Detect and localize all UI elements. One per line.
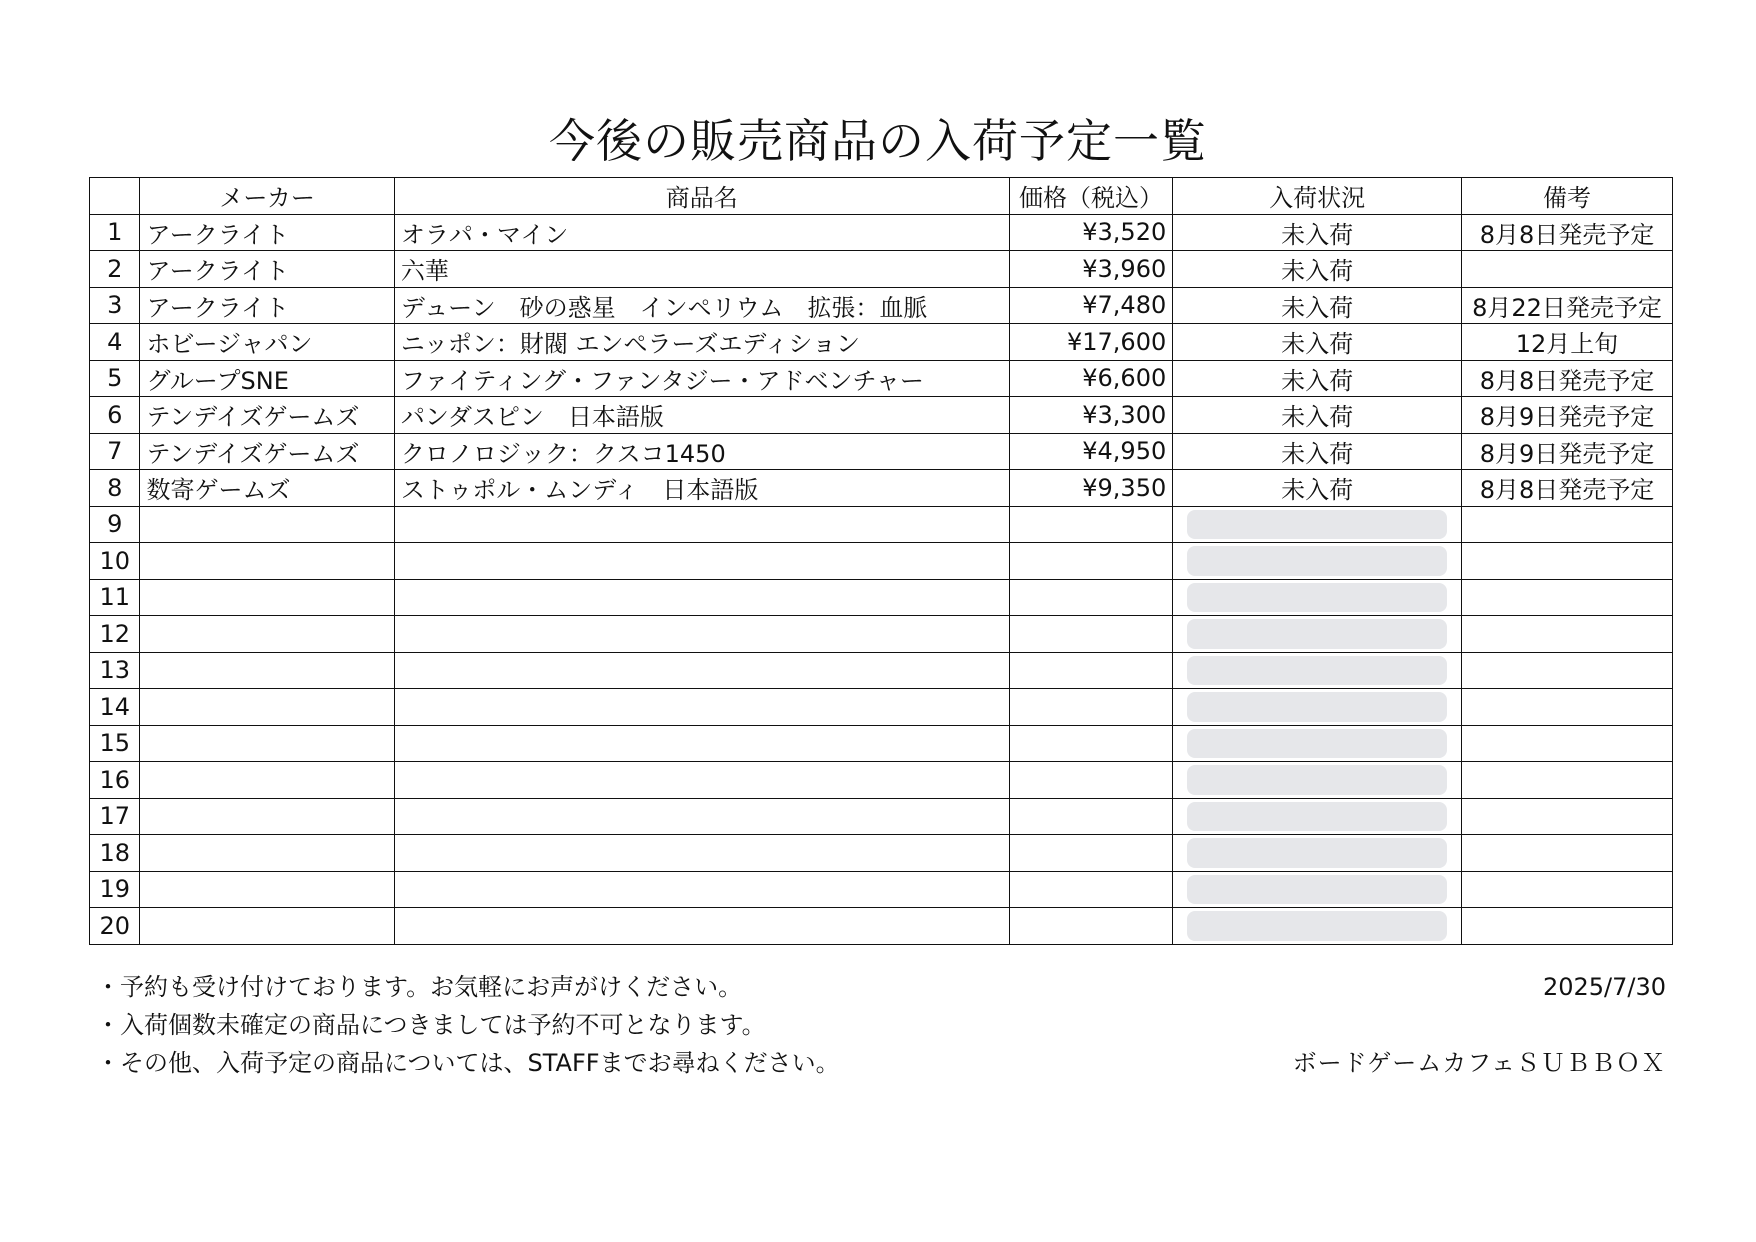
remarks-cell: 12月上旬 [1461, 324, 1672, 361]
row-number: 3 [90, 287, 140, 324]
table-row [90, 616, 1673, 653]
header-arrival-status: 入荷状況 [1173, 178, 1462, 215]
table-row [90, 506, 1673, 543]
product-name-cell [394, 871, 1009, 908]
arrival-status-cell[interactable] [1173, 725, 1462, 762]
arrival-status-cell: 未入荷 [1173, 360, 1462, 397]
product-name-cell [394, 689, 1009, 726]
remarks-cell [1461, 908, 1672, 945]
maker-cell [140, 835, 394, 872]
remarks-cell [1461, 543, 1672, 580]
arrival-status-input[interactable] [1187, 765, 1447, 795]
maker-cell: ホビージャパン [140, 324, 394, 361]
row-number: 19 [90, 871, 140, 908]
arrival-status-input[interactable] [1187, 729, 1447, 759]
price-cell [1009, 908, 1173, 945]
table-row [90, 762, 1673, 799]
arrival-status-input[interactable] [1187, 546, 1447, 576]
product-name-cell: ストゥポル・ムンディ 日本語版 [394, 470, 1009, 507]
arrival-status-cell[interactable] [1173, 543, 1462, 580]
product-name-cell: ファイティング・ファンタジー・アドベンチャー [394, 360, 1009, 397]
row-number: 14 [90, 689, 140, 726]
arrival-status-cell: 未入荷 [1173, 251, 1462, 288]
issue-date: 2025/7/30 [1542, 973, 1666, 1001]
arrival-status-input[interactable] [1187, 656, 1447, 686]
remarks-cell: 8月8日発売予定 [1461, 470, 1672, 507]
price-cell [1009, 798, 1173, 835]
price-cell [1009, 616, 1173, 653]
arrival-status-cell[interactable] [1173, 871, 1462, 908]
arrival-status-cell: 未入荷 [1173, 214, 1462, 251]
footer-note: ・入荷個数未確定の商品につきましては予約不可となります。 [96, 1011, 766, 1039]
table-row [90, 871, 1673, 908]
row-number: 4 [90, 324, 140, 361]
arrival-status-cell[interactable] [1173, 616, 1462, 653]
row-number: 9 [90, 506, 140, 543]
price-cell: ¥3,300 [1009, 397, 1173, 434]
footer-note: ・予約も受け付けております。お気軽にお声がけください。 [96, 973, 743, 1001]
price-cell: ¥7,480 [1009, 287, 1173, 324]
remarks-cell [1461, 251, 1672, 288]
price-cell [1009, 835, 1173, 872]
product-name-cell [394, 579, 1009, 616]
product-name-cell [394, 652, 1009, 689]
remarks-cell: 8月8日発売予定 [1461, 214, 1672, 251]
product-name-cell: 六華 [394, 251, 1009, 288]
maker-cell [140, 871, 394, 908]
arrival-status-input[interactable] [1187, 619, 1447, 649]
arrival-status-cell: 未入荷 [1173, 470, 1462, 507]
maker-cell: アークライト [140, 214, 394, 251]
product-name-cell: オラパ・マイン [394, 214, 1009, 251]
page-title: 今後の販売商品の入荷予定一覧 [549, 114, 1207, 168]
price-cell [1009, 543, 1173, 580]
price-cell [1009, 871, 1173, 908]
price-cell [1009, 506, 1173, 543]
table-header-row [90, 178, 1673, 215]
arrival-status-cell[interactable] [1173, 506, 1462, 543]
header-number [90, 178, 140, 215]
product-name-cell [394, 762, 1009, 799]
product-name-cell [394, 798, 1009, 835]
price-cell [1009, 762, 1173, 799]
remarks-cell [1461, 725, 1672, 762]
row-number: 18 [90, 835, 140, 872]
arrival-status-input[interactable] [1187, 692, 1447, 722]
shop-name: ボードゲームカフェＳＵＢＢＯＸ [1292, 1049, 1666, 1077]
remarks-cell: 8月22日発売予定 [1461, 287, 1672, 324]
row-number: 15 [90, 725, 140, 762]
maker-cell [140, 543, 394, 580]
table-row [90, 360, 1673, 397]
product-name-cell [394, 908, 1009, 945]
maker-cell: 数寄ゲームズ [140, 470, 394, 507]
remarks-cell: 8月8日発売予定 [1461, 360, 1672, 397]
maker-cell [140, 725, 394, 762]
table-row [90, 470, 1673, 507]
product-name-cell [394, 543, 1009, 580]
price-cell [1009, 652, 1173, 689]
arrival-status-cell[interactable] [1173, 689, 1462, 726]
header-maker: メーカー [140, 178, 394, 215]
row-number: 13 [90, 652, 140, 689]
remarks-cell [1461, 762, 1672, 799]
table-row [90, 689, 1673, 726]
footer-note: ・その他、入荷予定の商品については、STAFFまでお尋ねください。 [96, 1049, 840, 1077]
remarks-cell: 8月9日発売予定 [1461, 397, 1672, 434]
product-name-cell: ニッポン：財閥 エンペラーズエディション [394, 324, 1009, 361]
product-name-cell [394, 835, 1009, 872]
product-name-cell [394, 725, 1009, 762]
arrival-status-cell: 未入荷 [1173, 433, 1462, 470]
product-name-cell [394, 506, 1009, 543]
arrival-status-cell[interactable] [1173, 762, 1462, 799]
remarks-cell [1461, 835, 1672, 872]
maker-cell [140, 908, 394, 945]
row-number: 1 [90, 214, 140, 251]
table-row [90, 324, 1673, 361]
header-price: 価格（税込） [1009, 178, 1173, 215]
arrival-status-input[interactable] [1187, 583, 1447, 613]
table-row [90, 251, 1673, 288]
table-row [90, 725, 1673, 762]
table-row [90, 543, 1673, 580]
remarks-cell [1461, 871, 1672, 908]
row-number: 8 [90, 470, 140, 507]
row-number: 20 [90, 908, 140, 945]
price-cell: ¥3,520 [1009, 214, 1173, 251]
header-product-name: 商品名 [394, 178, 1009, 215]
row-number: 2 [90, 251, 140, 288]
row-number: 10 [90, 543, 140, 580]
remarks-cell [1461, 506, 1672, 543]
header-remarks: 備考 [1461, 178, 1672, 215]
remarks-cell [1461, 689, 1672, 726]
maker-cell [140, 652, 394, 689]
arrival-status-input[interactable] [1187, 911, 1447, 941]
arrival-status-input[interactable] [1187, 875, 1447, 905]
remarks-cell: 8月9日発売予定 [1461, 433, 1672, 470]
product-name-cell: デューン 砂の惑星 インペリウム 拡張：血脈 [394, 287, 1009, 324]
remarks-cell [1461, 616, 1672, 653]
maker-cell [140, 616, 394, 653]
price-cell: ¥4,950 [1009, 433, 1173, 470]
maker-cell: アークライト [140, 251, 394, 288]
maker-cell [140, 579, 394, 616]
row-number: 17 [90, 798, 140, 835]
arrival-status-input[interactable] [1187, 510, 1447, 540]
maker-cell [140, 762, 394, 799]
table-row [90, 652, 1673, 689]
maker-cell [140, 798, 394, 835]
maker-cell: グループSNE [140, 360, 394, 397]
table-row [90, 835, 1673, 872]
row-number: 11 [90, 579, 140, 616]
maker-cell [140, 506, 394, 543]
price-cell: ¥6,600 [1009, 360, 1173, 397]
maker-cell: テンデイズゲームズ [140, 433, 394, 470]
price-cell [1009, 689, 1173, 726]
arrival-status-cell[interactable] [1173, 652, 1462, 689]
table-row [90, 579, 1673, 616]
remarks-cell [1461, 579, 1672, 616]
arrival-status-cell[interactable] [1173, 835, 1462, 872]
price-cell [1009, 725, 1173, 762]
product-name-cell: クロノロジック：クスコ1450 [394, 433, 1009, 470]
maker-cell: テンデイズゲームズ [140, 397, 394, 434]
table-row [90, 433, 1673, 470]
price-cell: ¥17,600 [1009, 324, 1173, 361]
product-name-cell: パンダスピン 日本語版 [394, 397, 1009, 434]
table-row [90, 908, 1673, 945]
arrival-status-cell[interactable] [1173, 579, 1462, 616]
table-row [90, 214, 1673, 251]
row-number: 12 [90, 616, 140, 653]
row-number: 16 [90, 762, 140, 799]
arrival-status-input[interactable] [1187, 838, 1447, 868]
maker-cell [140, 689, 394, 726]
arrival-status-cell[interactable] [1173, 798, 1462, 835]
footer-notes [96, 968, 840, 1082]
table-row [90, 287, 1673, 324]
price-cell: ¥3,960 [1009, 251, 1173, 288]
remarks-cell [1461, 652, 1672, 689]
price-cell: ¥9,350 [1009, 470, 1173, 507]
arrival-schedule-table [89, 177, 1673, 945]
arrival-status-cell: 未入荷 [1173, 287, 1462, 324]
arrival-status-input[interactable] [1187, 802, 1447, 832]
row-number: 6 [90, 397, 140, 434]
maker-cell: アークライト [140, 287, 394, 324]
table-body [90, 214, 1673, 944]
product-name-cell [394, 616, 1009, 653]
arrival-status-cell: 未入荷 [1173, 397, 1462, 434]
row-number: 5 [90, 360, 140, 397]
arrival-status-cell[interactable] [1173, 908, 1462, 945]
arrival-status-cell: 未入荷 [1173, 324, 1462, 361]
row-number: 7 [90, 433, 140, 470]
table-row [90, 798, 1673, 835]
price-cell [1009, 579, 1173, 616]
table-row [90, 397, 1673, 434]
remarks-cell [1461, 798, 1672, 835]
